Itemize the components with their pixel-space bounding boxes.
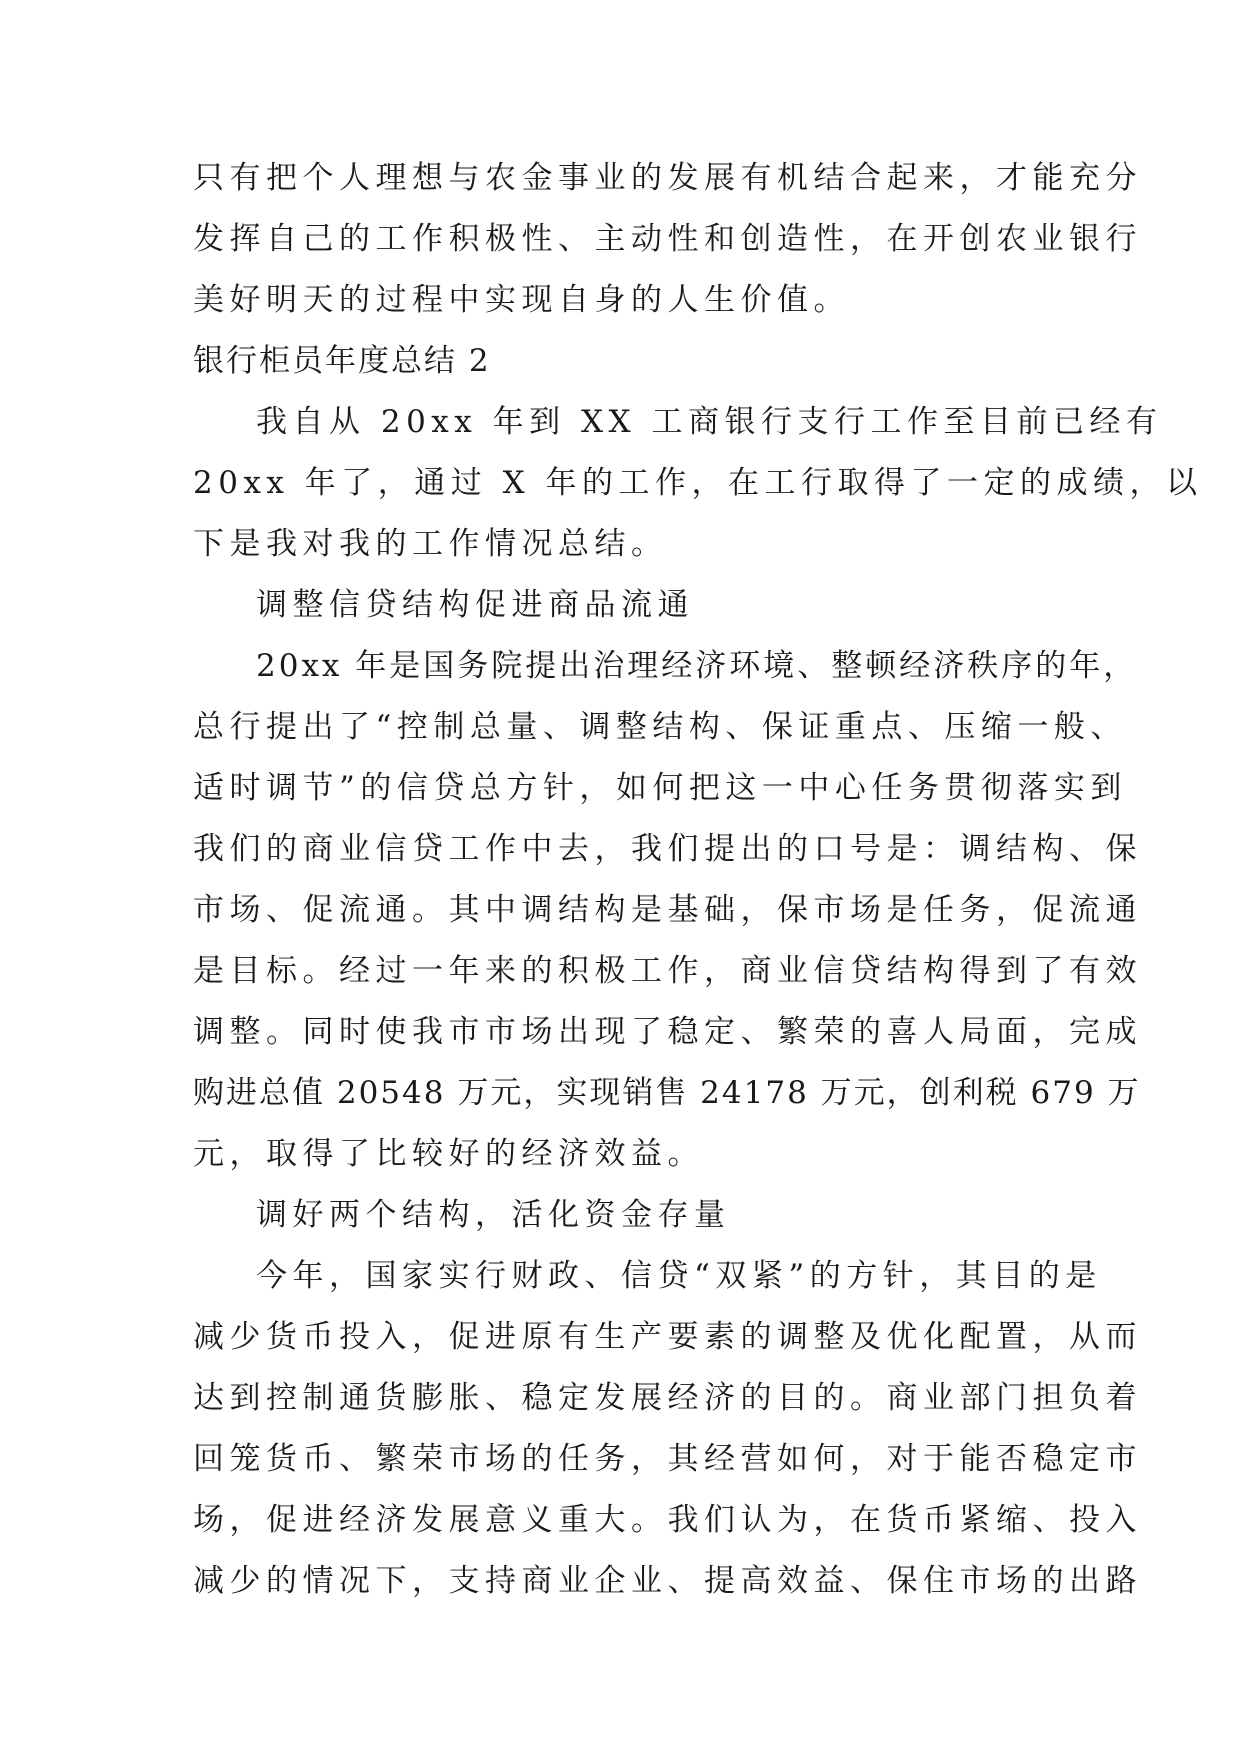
section-heading: 调整信贷结构促进商品流通 xyxy=(256,587,694,623)
paragraph-line: 总行提出了“控制总量、调整结构、保证重点、压缩一般、 xyxy=(193,709,1127,745)
paragraph-line: 我们的商业信贷工作中去，我们提出的口号是：调结构、保 xyxy=(193,831,1142,867)
paragraph-line: 发挥自己的工作积极性、主动性和创造性，在开创农业银行 xyxy=(193,221,1142,257)
paragraph-line: 元，取得了比较好的经济效益。 xyxy=(193,1136,704,1172)
paragraph-line: 回笼货币、繁荣市场的任务，其经营如何，对于能否稳定市 xyxy=(193,1441,1142,1477)
paragraph-line: 今年，国家实行财政、信贷“双紧”的方针，其目的是 xyxy=(256,1258,1102,1294)
paragraph-line: 20xx 年是国务院提出治理经济环境、整顿经济秩序的年， xyxy=(256,648,1138,684)
paragraph-line: 达到控制通货膨胀、稳定发展经济的目的。商业部门担负着 xyxy=(193,1380,1142,1416)
paragraph-line: 场，促进经济发展意义重大。我们认为，在货币紧缩、投入 xyxy=(193,1502,1142,1538)
section-title: 银行柜员年度总结 2 xyxy=(193,343,491,379)
paragraph-line: 下是我对我的工作情况总结。 xyxy=(193,526,668,562)
section-heading: 调好两个结构，活化资金存量 xyxy=(256,1197,731,1233)
paragraph-line: 调整。同时使我市市场出现了稳定、繁荣的喜人局面，完成 xyxy=(193,1014,1142,1050)
paragraph-line: 20xx 年了，通过 X 年的工作，在工行取得了一定的成绩，以 xyxy=(193,465,1203,501)
paragraph-line: 只有把个人理想与农金事业的发展有机结合起来，才能充分 xyxy=(193,160,1142,196)
paragraph-line: 适时调节”的信贷总方针，如何把这一中心任务贯彻落实到 xyxy=(193,770,1127,806)
paragraph-line: 减少的情况下，支持商业企业、提高效益、保住市场的出路 xyxy=(193,1563,1142,1599)
paragraph-line: 购进总值 20548 万元，实现销售 24178 万元，创利税 679 万 xyxy=(193,1075,1141,1111)
paragraph-line: 减少货币投入，促进原有生产要素的调整及优化配置，从而 xyxy=(193,1319,1142,1355)
paragraph-line: 我自从 20xx 年到 XX 工商银行支行工作至目前已经有 xyxy=(256,404,1163,440)
paragraph-line: 美好明天的过程中实现自身的人生价值。 xyxy=(193,282,850,318)
paragraph-line: 市场、促流通。其中调结构是基础，保市场是任务，促流通 xyxy=(193,892,1142,928)
paragraph-line: 是目标。经过一年来的积极工作，商业信贷结构得到了有效 xyxy=(193,953,1142,989)
